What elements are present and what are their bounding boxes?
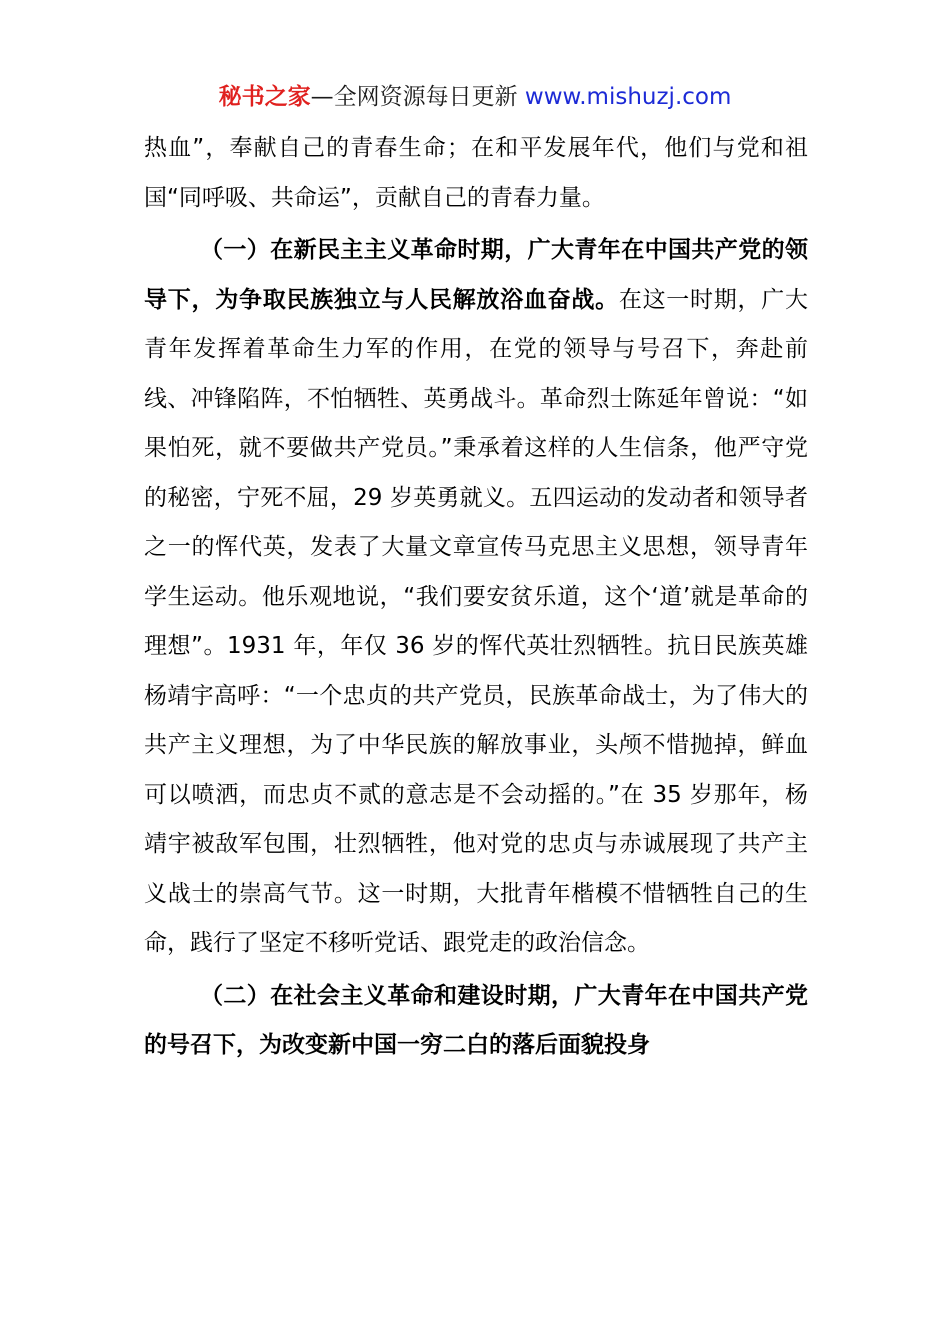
paragraph-text: 热血”，奉献自己的青春生命；在和平发展年代，他们与党和祖国“同呼吸、共命运”，贡献自己的青春力量。	[144, 135, 808, 211]
site-tagline: —全网资源每日更新	[310, 84, 525, 110]
page-header	[0, 82, 950, 112]
site-url-link[interactable]: www.mishuzj.com	[524, 84, 732, 110]
paragraph-section-two	[144, 972, 808, 1071]
section-one-text: 在这一时期，广大青年发挥着革命生力军的作用，在党的领导与号召下，奔赴前线、冲锋陷阵，不怕牺牲、英勇战斗。革命烈士陈延年曾说：“如果怕死，就不要做共产党员。”秉承着这样的人生信条，他严守党的秘密，宁死不屈，29 岁英勇就义。五四运动的发动者和领导者之一的恽代英，发表了大量文章宣传马克思主义思想，领导青年学生运动。他乐观地说，“我们要安贫乐道，这个‘道’就是革命的理想”。1931 年，年仅 36 岁的恽代英壮烈牺牲。抗日民族英雄杨靖宇高呼：“一个忠贞的共产党员，民族革命战士，为了伟大的共产主义理想，为了中华民族的解放事业，头颅不惜抛掉，鲜血可以喷洒，而忠贞不贰的意志是不会动摇的。”在 35 岁那年，杨靖宇被敌军包围，壮烈牺牲，他对党的忠贞与赤诚展现了共产主义战士的崇高气节。这一时期，大批青年楷模不惜牺牲自己的生命，践行了坚定不移听党话、跟党走的政治信念。	[144, 286, 809, 956]
section-one-heading: （一）在新民主主义革命时期，广大青年在中国共产党的领导下，为争取民族独立与人民解放浴血奋战。	[144, 237, 808, 313]
paragraph-continuation	[144, 124, 808, 223]
paragraph-section-one	[144, 226, 808, 969]
site-brand: 秘书之家	[218, 84, 311, 110]
document-body	[144, 124, 808, 1071]
section-two-heading: （二）在社会主义革命和建设时期，广大青年在中国共产党的号召下，为改变新中国一穷二白的落后面貌投身	[144, 982, 808, 1058]
